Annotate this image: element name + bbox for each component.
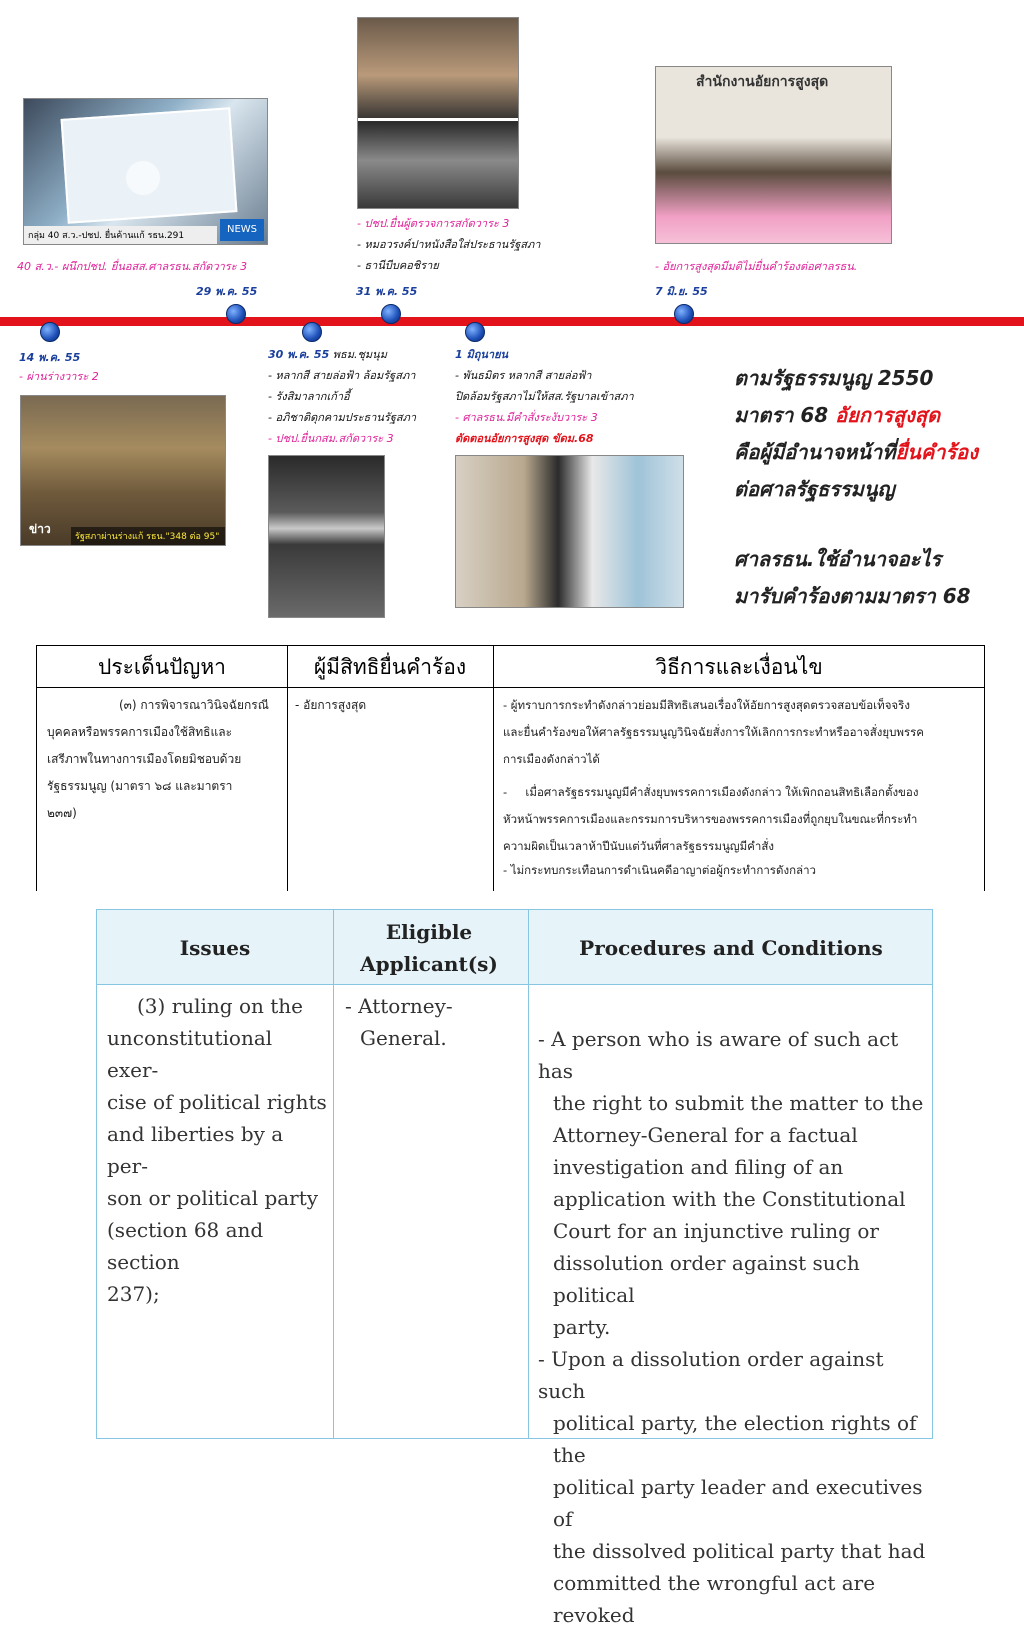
timeline-line: - หมอวรงค์ปาหนังสือใส่ประธานรัฐสภา — [357, 238, 541, 251]
table-header: ผู้มีสิทธิยื่นคำร้อง — [287, 646, 493, 688]
table-header: ประเด็นปัญหา — [37, 646, 287, 688]
timeline-line: - อภิชาติดุกคามประธานรัฐสภา — [268, 411, 417, 424]
news-logo: NEWS — [220, 219, 264, 241]
timeline-line-bar — [0, 317, 1024, 326]
headline-line: ศาลรธน.ใช้อำนาจอะไร — [734, 547, 942, 571]
timeline-marker-icon[interactable] — [226, 304, 246, 324]
photo-court-filing — [455, 455, 684, 608]
timeline-line: ตัดตอนอัยการสูงสุด ขัดม.68 — [455, 432, 594, 445]
timeline-date: 29 พ.ค. 55 — [196, 285, 258, 298]
headline-text-block — [734, 360, 978, 615]
photo-caption: รัฐสภาผ่านร่างแก้ รธน."348 ต่อ 95" — [71, 527, 225, 545]
table-cell: - อัยการสูงสุด — [295, 698, 367, 712]
timeline-line: - ศาลรธน.มีคำสั่งระงับวาระ 3 — [455, 411, 598, 424]
timeline-line: ปิดล้อมรัฐสภาไม่ให้สส.รัฐบาลเข้าสภา — [455, 390, 634, 403]
photo-parliament-scuffle — [357, 17, 519, 209]
thai-table — [36, 645, 985, 891]
headline-line: มาตรา 68 อัยการสูงสุด — [734, 403, 941, 427]
timeline-note-block — [455, 344, 634, 449]
timeline-note-block — [357, 213, 540, 276]
timeline-line: - ธานีบีบคอชิราย — [357, 259, 439, 272]
timeline-note-block — [268, 344, 416, 449]
timeline-caption: - อัยการสูงสุดมีมติไม่ยื่นคำร้องต่อศาลรธน. — [655, 260, 858, 273]
timeline-line: - หลากสี สายล่อฟ้า ล้อมรัฐสภา — [268, 369, 416, 382]
photo-attorney-general-press — [655, 66, 892, 244]
photo-petition-document — [23, 98, 268, 245]
table-header: Issues — [179, 935, 251, 960]
timeline-marker-icon[interactable] — [465, 322, 485, 342]
timeline-date: 30 พ.ค. 55 — [268, 348, 330, 361]
timeline-date: 31 พ.ค. 55 — [356, 285, 418, 298]
headline-line: ตามรัฐธรรมนูญ 2550 — [734, 366, 934, 390]
timeline-date: 14 พ.ค. 55 — [19, 351, 81, 364]
headline-line: คือผู้มีอำนาจหน้าที่ยื่นคำร้อง — [734, 440, 978, 464]
timeline-marker-icon[interactable] — [40, 322, 60, 342]
photo-parliament-session — [20, 395, 226, 546]
headline-line: ต่อศาลรัฐธรรมนูญ — [734, 477, 895, 501]
table-cell: - Attorney- General. — [345, 994, 453, 1050]
timeline-line: - รังสิมาลากเก้าอี้ — [268, 390, 350, 403]
photo-parliament-chaos — [268, 455, 385, 618]
timeline-line: - ปชป.ยื่นผู้ตรวจการสกัดวาระ 3 — [357, 217, 510, 230]
timeline-caption: 40 ส.ว.- ผนึกปชป. ยื่นอสส.ศาลรธน.สกัดวาระ 3 — [17, 260, 248, 273]
timeline-date: 7 มิ.ย. 55 — [655, 285, 708, 298]
play-icon[interactable] — [126, 161, 160, 195]
timeline-marker-icon[interactable] — [381, 304, 401, 324]
timeline-caption: - ผ่านร่างวาระ 2 — [19, 370, 99, 383]
table-header: วิธีการและเงื่อนไข — [493, 646, 985, 688]
headline-line: มารับคำร้องตามมาตรา 68 — [734, 584, 971, 608]
news-logo: ข่าว — [29, 522, 51, 536]
timeline-line: พธม.ชุมนุม — [332, 348, 387, 361]
timeline-date: 1 มิถุนายน — [455, 348, 509, 361]
table-header: Eligible Applicant(s) — [360, 919, 498, 976]
timeline-marker-icon[interactable] — [674, 304, 694, 324]
table-cell: (3) ruling on the unconstitutional exer- cise of political rights and liberties by a per- son or political party (section 68 and section 237); — [107, 994, 327, 1306]
table-header: Procedures and Conditions — [579, 935, 883, 960]
photo-caption: กลุ่ม 40 ส.ว.-ปชป. ยื่นค้านแก้ รธน.291 — [24, 226, 217, 244]
timeline-line: - พันธมิตร หลากสี สายล่อฟ้า — [455, 369, 592, 382]
table-cell: - A person who is aware of such act has the right to submit the matter to the Attorney-General for a factual investigation and filing of an application with the Constitutional Court for an injunctive ruling or dissolution order against such political party. - Upon a dissolution order against such political party, the election rights of the political party leader and executives of the dissolved political party that had committed the wrongful act are revoked — [538, 1027, 926, 1627]
english-table — [96, 909, 933, 1627]
timeline-line: - ปชป.ยื่นกสม.สกัดวาระ 3 — [268, 432, 394, 445]
photo-caption: สำนักงานอัยการสูงสุด — [696, 74, 829, 90]
timeline-marker-icon[interactable] — [302, 322, 322, 342]
table-cell: (๓) การพิจารณาวินิจฉัยกรณี บุคคลหรือพรรคการเมืองใช้สิทธิและ เสรีภาพในทางการเมืองโดยมิชอบด้วย รัฐธรรมนูญ (มาตรา ๖๘ และมาตรา ๒๓๗) — [47, 698, 269, 820]
table-cell: - ผู้ทราบการกระทำดังกล่าวย่อมมีสิทธิเสนอเรื่องให้อัยการสูงสุดตรวจสอบข้อเท็จจริง และยื่นคำร้องขอให้ศาลรัฐธรรมนูญวินิจฉัยสั่งการให้เลิกการกระทำหรืออาจสั่งยุบพรรค การเมืองดังกล่าวได้ - เมื่อศาลรัฐธรรมนูญมีคำสั่งยุบพรรคการเมืองดังกล่าว ให้เพิกถอนสิทธิเลือกตั้งของ หัวหน้าพรรคการเมืองและกรรมการบริหารของพรรคการเมืองที่ถูกยุบในขณะที่กระทำ ความผิดเป็นเวลาห้าปีนับแต่วันที่ศาลรัฐธรรมนูญมีคำสั่ง - ไม่กระทบกระเทือนการดำเนินคดีอาญาต่อผู้กระทำการดังกล่าว — [503, 698, 925, 877]
